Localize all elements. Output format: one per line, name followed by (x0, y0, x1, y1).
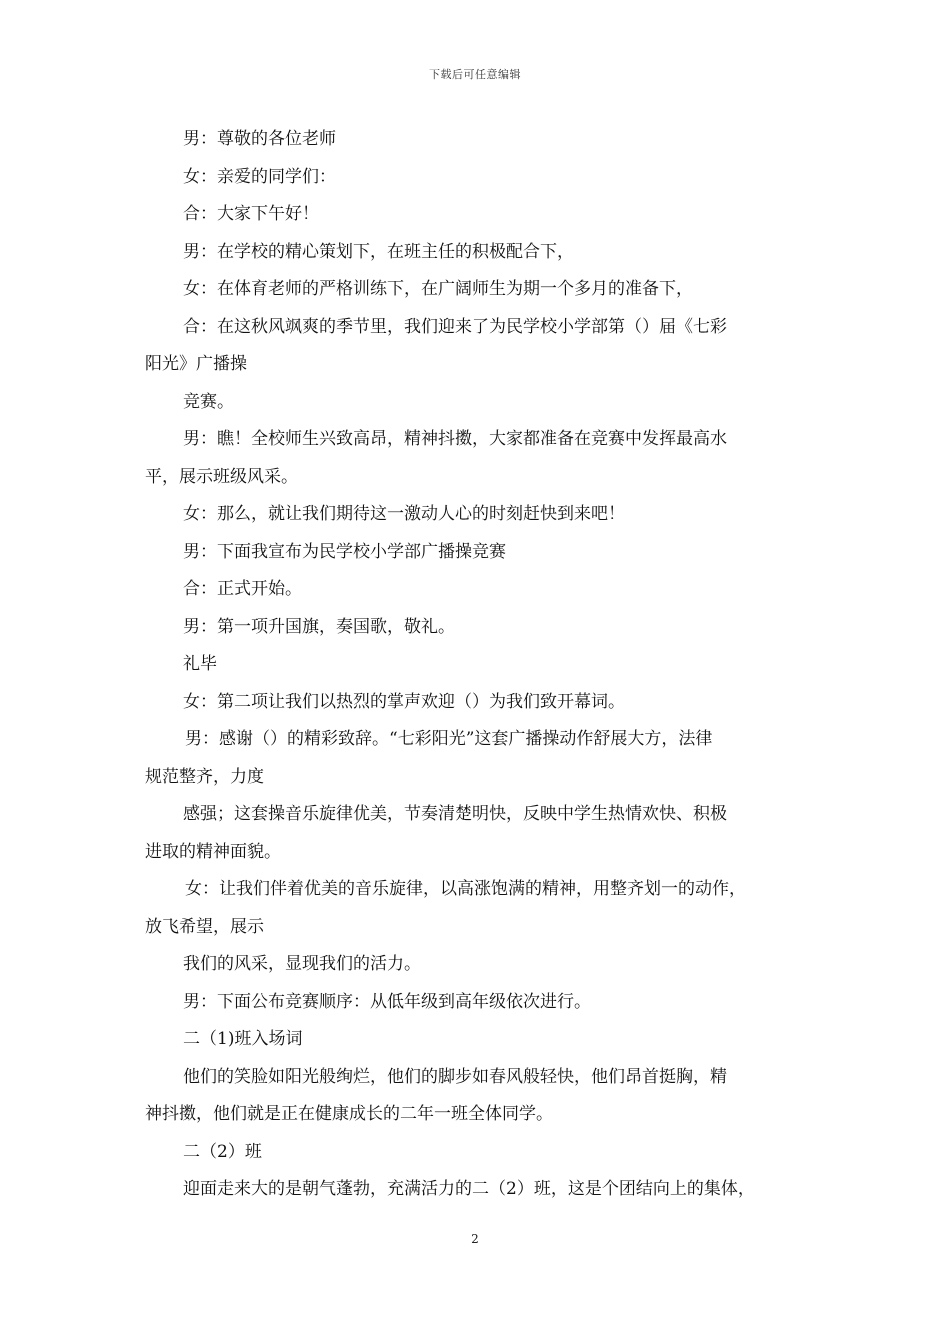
paragraph-line: 男：在学校的精心策划下，在班主任的积极配合下， (183, 241, 574, 262)
paragraph-line: 迎面走来大的是朝气蓬勃，充满活力的二（2）班，这是个团结向上的集体， (183, 1179, 755, 1199)
paragraph-line: 我们的风采，显现我们的活力。 (183, 954, 421, 974)
paragraph-line: 男：感谢（）的精彩致辞。“七彩阳光”这套广播操动作舒展大方，法律 (185, 729, 713, 749)
paragraph-line: 合：在这秋风飒爽的季节里，我们迎来了为民学校小学部第（）届《七彩 (183, 316, 727, 337)
paragraph-line: 女：让我们伴着优美的音乐旋律，以高涨饱满的精神，用整齐划一的动作， (185, 879, 746, 899)
document-body (145, 121, 810, 1209)
paragraph-line: 放飞希望，展示 (145, 916, 264, 937)
paragraph-line: 合：正式开始。 (183, 579, 302, 599)
paragraph-line: 男：下面公布竞赛顺序：从低年级到高年级依次进行。 (183, 991, 591, 1012)
paragraph-line: 男：下面我宣布为民学校小学部广播操竞赛 (183, 541, 506, 562)
paragraph-line: 男：第一项升国旗，奏国歌，敬礼。 (183, 616, 455, 637)
paragraph-line: 女：第二项让我们以热烈的掌声欢迎（）为我们致开幕词。 (183, 691, 625, 712)
page-number: 2 (471, 1232, 479, 1246)
paragraph-line: 女：亲爱的同学们： (183, 166, 336, 187)
paragraph-line: 二（2）班 (183, 1141, 262, 1162)
paragraph-line: 礼毕 (183, 654, 217, 674)
paragraph-line: 男：瞧！全校师生兴致高昂，精神抖擞，大家都准备在竞赛中发挥最高水 (183, 429, 727, 449)
paragraph-line: 女：那么，就让我们期待这一激动人心的时刻赶快到来吧！ (183, 504, 625, 524)
paragraph-line: 阳光》广播操 (145, 354, 247, 374)
paragraph-line: 二（1)班入场词 (183, 1029, 303, 1049)
page-header: 下载后可任意编辑 (429, 68, 521, 81)
paragraph-line: 感强；这套操音乐旋律优美，节奏清楚明快，反映中学生热情欢快、积极 (183, 804, 727, 824)
paragraph-line: 女：在体育老师的严格训练下，在广阔师生为期一个多月的准备下， (183, 279, 693, 299)
paragraph-line: 进取的精神面貌。 (145, 841, 281, 862)
paragraph-line: 规范整齐，力度 (145, 766, 264, 787)
paragraph-line: 竞赛。 (183, 391, 234, 412)
paragraph-line: 合：大家下午好！ (183, 204, 319, 224)
paragraph-line: 神抖擞，他们就是正在健康成长的二年一班全体同学。 (145, 1104, 553, 1124)
paragraph-line: 平，展示班级风采。 (145, 466, 298, 487)
paragraph-line: 他们的笑脸如阳光般绚烂，他们的脚步如春风般轻快，他们昂首挺胸，精 (183, 1066, 727, 1087)
paragraph-line: 男：尊敬的各位老师 (183, 129, 336, 149)
